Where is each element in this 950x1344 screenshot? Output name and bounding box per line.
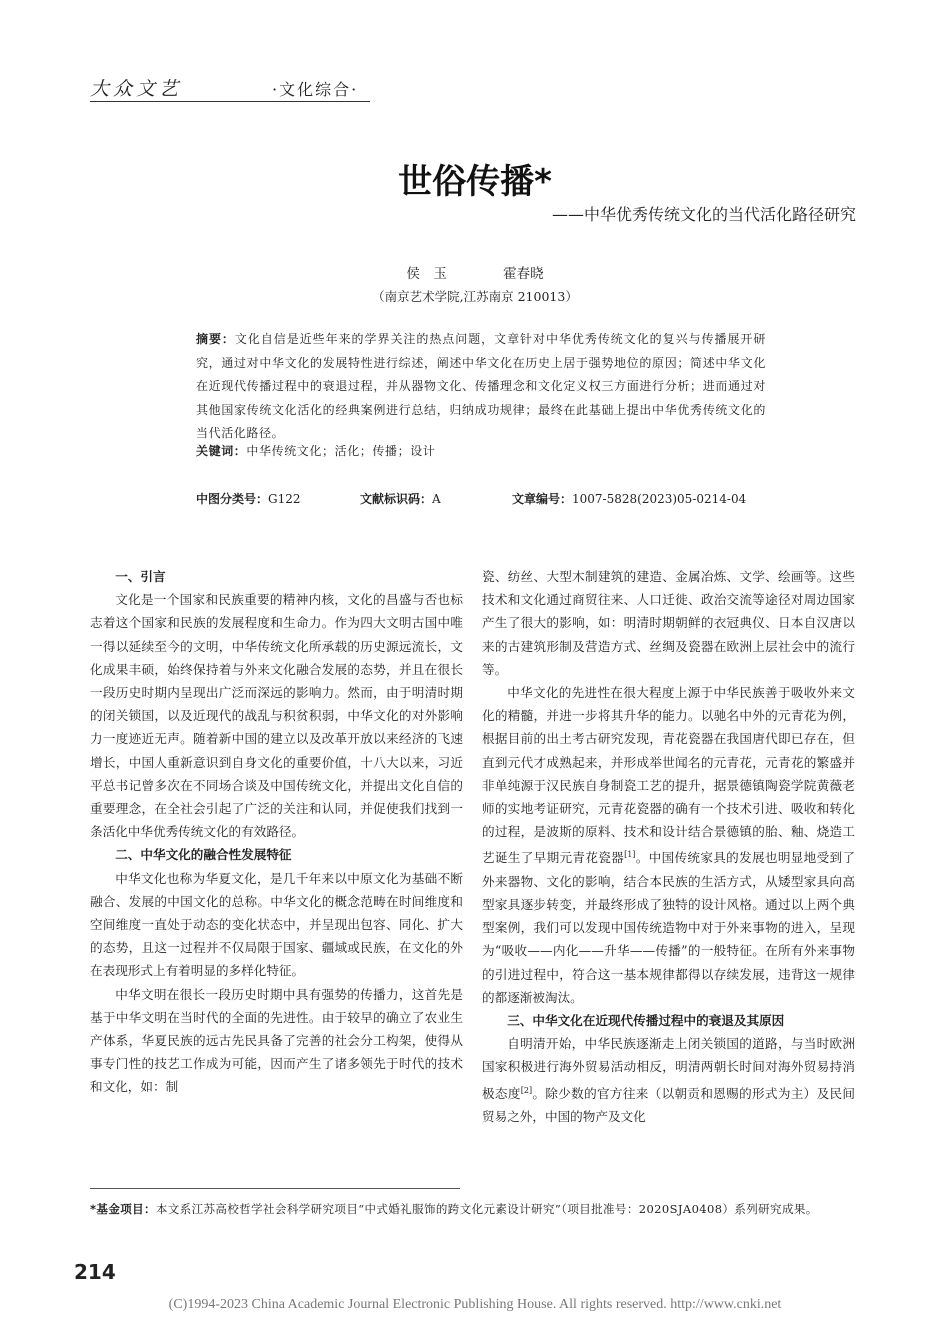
paragraph-text: 。中国传统家具的发展也明显地受到了外来器物、文化的影响，结合本民族的生活方式，从矮型家具向高型家具逐步转变，并最终形成了独特的设计风格。通过以上两个典型案例，我们可以发现中国传统造物中对于外来事物的进入，呈现为“吸收——内化——升华——传播”的一般特征。在所有外来事物的引进过程中，符合这一基本规律都得以存续发展，违背这一规律的都逐渐被淘汰。	[482, 850, 856, 1005]
doc-code	[360, 490, 441, 507]
abstract-label: 摘要：	[196, 332, 235, 346]
paragraph-text: 。除少数的官方往来（以朝贡和恩赐的形式为主）及民间贸易之外，中国的物产及文化	[482, 1085, 856, 1125]
paragraph: 中华文明在很长一段历史时期中具有强势的传播力，这首先是基于中华文明在当时代的全面的先进性。由于较早的确立了农业生产体系，华夏民族的远古先民具备了完善的社会分工构架，使得从事专门性的技艺工作成为可能，因而产生了诸多领先于时代的技术和文化，如：制	[90, 986, 463, 1095]
clc-code	[196, 490, 301, 507]
art-value: 1007-5828(2023)05-0214-04	[572, 492, 747, 506]
footnote-rule	[90, 1188, 460, 1189]
art-label: 文章编号：	[512, 492, 573, 506]
paragraph: 文化是一个国家和民族重要的精神内核，文化的昌盛与否也标志着这个国家和民族的发展程度和生命力。作为四大文明古国中唯一得以延续至今的文明，中华传统文化所承载的历史源远流长，文化成果丰硕，始终保持着与外来文化融合发展的态势，并且在很长一段历史时期内呈现出广泛而深远的影响力。然而，由于明清时期的闭关锁国，以及近现代的战乱与积贫积弱，中华文化的对外影响力一度迹近无声。随着新中国的建立以及改革开放以来经济的飞速增长，中国人重新意识到自身文化的重要价值，十八大以来，习近平总书记曾多次在不同场合谈及中国传统文化，并提出文化自信的重要理念，在全社会引起了广泛的关注和认同，并促使我们找到一条活化中华优秀传统文化的有效路径。	[90, 592, 463, 840]
journal-name: 大众文艺	[90, 78, 183, 100]
author-name: 霍春晓	[503, 266, 544, 282]
copyright-line: (C)1994-2023 China Academic Journal Electronic Publishing House. All rights reserved. http://www.cnki.net	[168, 1297, 782, 1312]
footnote-label: *基金项目：	[90, 1202, 156, 1216]
section-heading: 一、引言	[115, 569, 166, 584]
keywords	[196, 442, 435, 459]
abstract	[196, 328, 766, 446]
paragraph: 中华文化也称为华夏文化，是几千年来以中原文化为基础不断融合、发展的中国文化的总称。中华文化的概念范畴在时间维度和空间维度一直处于动态的变化状态中，并呈现出包容、同化、扩大的态势，且这一过程并不仅局限于国家、疆域或民族，在文化的外在表现形式上有着明显的多样化特征。	[90, 870, 463, 979]
paragraph-text: 中华文化的先进性在很大程度上源于中华民族善于吸收外来文化的精髓，并进一步将其升华的能力。以驰名中外的元青花为例，根据目前的出土考古研究发现，青花瓷器在我国唐代即已存在，但直到元代才成熟起来，并形成举世闻名的元青花，元青花的繁盛并非单纯源于汉民族自身制瓷工艺的提升，据景德镇陶瓷学院黄薇老师的实地考证研究，元青花瓷器的确有一个技术引进、吸收和转化的过程，是波斯的原料、技术和设计结合景德镇的胎、釉、烧造工艺诞生了早期元青花瓷器	[482, 685, 855, 866]
author-name: 侯 玉	[406, 266, 447, 282]
doc-label: 文献标识码：	[360, 492, 433, 506]
section-heading: 三、中华文化在近现代传播过程中的衰退及其原因	[507, 1013, 785, 1029]
abstract-text: 文化自信是近些年来的学界关注的热点问题，文章针对中华优秀传统文化的复兴与传播展开研究，通过对中华文化的发展特性进行综述，阐述中华文化在历史上居于强势地位的原因；简述中华文化在近现代传播过程中的衰退过程，并从器物文化、传播理念和文化定义权三方面进行分析；进而通过对其他国家传统文化活化的经典案例进行总结，归纳成功规律；最终在此基础上提出中华优秀传统文化的当代活化路径。	[196, 332, 766, 441]
affiliation: （南京艺术学院,江苏南京 210013）	[372, 289, 578, 304]
header-rule	[90, 101, 370, 102]
clc-value: G122	[268, 492, 301, 506]
footnote	[90, 1198, 860, 1220]
body-column-right	[482, 565, 855, 1128]
footnote-text: 本文系江苏高校哲学社会科学研究项目“中式婚礼服饰的跨文化元素设计研究”（项目批准号：2020SJA0408）系列研究成果。	[155, 1202, 818, 1216]
clc-label: 中图分类号：	[196, 492, 269, 506]
doc-value: A	[432, 492, 441, 506]
article-number	[512, 490, 746, 507]
article-subtitle: ——中华优秀传统文化的当代活化路径研究	[551, 205, 856, 224]
paragraph: 瓷、纺丝、大型木制建筑的建造、金属冶炼、文学、绘画等。这些技术和文化通过商贸往来、人口迁徙、政治交流等途径对周边国家产生了很大的影响，如：明清时期朝鲜的衣冠典仪、日本自汉唐以来的古建筑形制及营造方式、丝绸及瓷器在欧洲上层社会中的流行等。	[482, 569, 855, 677]
article-title: 世俗传播*	[398, 162, 552, 202]
section-tag: ·文化综合·	[272, 80, 359, 99]
paragraph	[482, 681, 855, 1009]
paragraph	[482, 1032, 855, 1128]
keywords-label: 关键词：	[196, 444, 247, 458]
keywords-text: 中华传统文化；活化；传播；设计	[246, 444, 436, 458]
body-column-left	[90, 565, 463, 1099]
page-number: 214	[74, 1260, 116, 1284]
citation[interactable]: [1]	[624, 850, 636, 860]
citation[interactable]: [2]	[520, 1085, 533, 1095]
authors	[0, 262, 950, 282]
section-heading: 二、中华文化的融合性发展特征	[115, 847, 292, 863]
paragraph-text: 自明清开始，中华民族逐渐走上闭关锁国的道路，与当时欧洲国家积极进行海外贸易活动相反，明清两朝长时间对海外贸易持消极态度	[482, 1036, 855, 1101]
